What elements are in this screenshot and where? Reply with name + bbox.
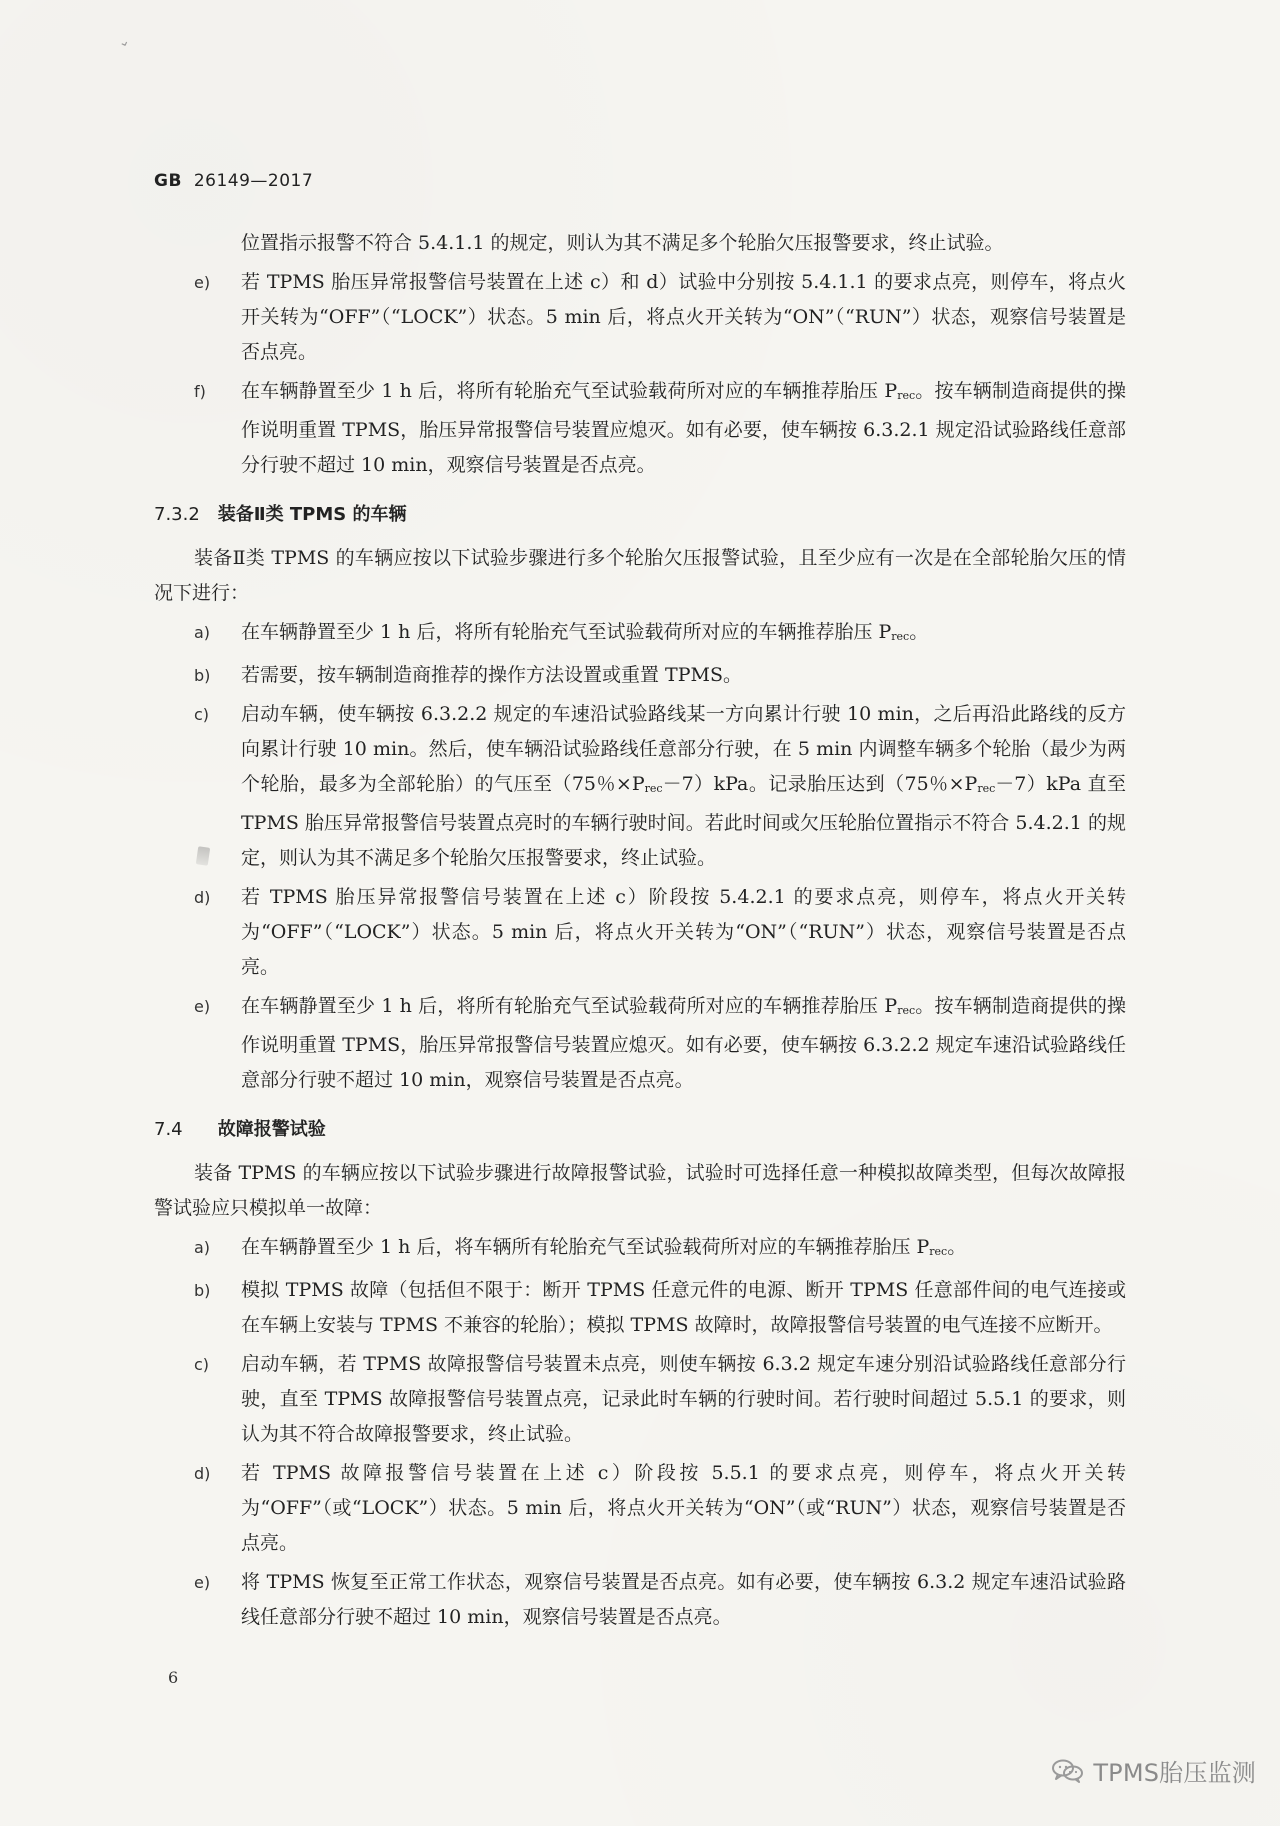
list-marker: e) xyxy=(194,997,211,1016)
list-text xyxy=(241,989,1126,1098)
section-intro-paragraph: 装备Ⅱ类 TPMS 的车辆应按以下试验步骤进行多个轮胎欠压报警试验，且至少应有一次是在全部轮胎欠压的情况下进行： xyxy=(154,547,1126,604)
standard-number: 26149—2017 xyxy=(193,171,314,191)
list-marker: b) xyxy=(194,1281,211,1300)
list-text-part: －7）kPa 直至 TPMS 胎压异常报警信号装置点亮时的车辆行驶时间。若此时间或欠压轮胎位置指示不符合 5.4.2.1 的规定，则认为其不满足多个轮胎欠压报警要求，终止试验。 xyxy=(241,773,1126,869)
list-item xyxy=(154,374,1126,483)
list-text xyxy=(241,615,1126,654)
list-text-part: 。 xyxy=(947,1236,967,1258)
subscript-text: rec xyxy=(977,782,996,795)
page-number: 6 xyxy=(168,1668,179,1687)
subscript-text: rec xyxy=(929,1245,948,1258)
wechat-icon xyxy=(1051,1758,1085,1784)
list-text: 启动车辆，若 TPMS 故障报警信号装置未点亮，则使车辆按 6.3.2 规定车速分别沿试验路线任意部分行驶，直至 TPMS 故障报警信号装置点亮，记录此时车辆的行驶时间。若行驶时间超过 5.5.1 的要求，则认为其不符合故障报警要求，终止试验。 xyxy=(241,1353,1126,1445)
list-text xyxy=(241,374,1126,483)
subscript-text: rec xyxy=(897,389,916,402)
list-marker: e) xyxy=(194,273,211,292)
top-corner-mark: ⌄ xyxy=(115,32,133,52)
list-text-part: 启动车辆，使车辆按 6.3.2.2 规定的车速沿试验路线某一方向累计行驶 10 min，之后再沿此路线的反方向累计行驶 10 min。然后，使车辆沿试验路线任意部分行驶，在 5 min 内调整车辆多个轮胎（最少为两个轮胎，最多为全部轮胎）的气压至（75％×P xyxy=(241,703,1126,795)
list-text-part: 在车辆静置至少 1 h 后，将所有轮胎充气至试验载荷所对应的车辆推荐胎压 P xyxy=(241,995,898,1017)
watermark-brand xyxy=(1051,1753,1256,1788)
watermark-text: TPMS胎压监测 xyxy=(1093,1759,1256,1787)
main-content xyxy=(154,226,1126,1639)
list-marker: b) xyxy=(194,666,211,685)
list-text: 若 TPMS 胎压异常报警信号装置在上述 c）和 d）试验中分别按 5.4.1.1 的要求点亮，则停车，将点火开关转为“OFF”（“LOCK”）状态。5 min 后，将点火开关转为“ON”（“RUN”）状态，观察信号装置是否点亮。 xyxy=(241,271,1126,363)
list-text-part: 。按车辆制造商提供的操作说明重置 TPMS，胎压异常报警信号装置应熄灭。如有必要，使车辆按 6.3.2.2 规定车速沿试验路线任意部分行驶不超过 10 min，观察信号装置是否点亮。 xyxy=(241,995,1126,1091)
list-text-part: 在车辆静置至少 1 h 后，将所有轮胎充气至试验载荷所对应的车辆推荐胎压 P xyxy=(241,621,892,643)
list-text-part: 在车辆静置至少 1 h 后，将所有轮胎充气至试验载荷所对应的车辆推荐胎压 P xyxy=(241,380,898,402)
list-text-part: 在车辆静置至少 1 h 后，将车辆所有轮胎充气至试验载荷所对应的车辆推荐胎压 P xyxy=(241,1236,930,1258)
list-text: 若 TPMS 故障报警信号装置在上述 c）阶段按 5.5.1 的要求点亮，则停车，将点火开关转为“OFF”（或“LOCK”）状态。5 min 后，将点火开关转为“ON”（或“RUN”）状态，观察信号装置是否点亮。 xyxy=(241,1462,1126,1554)
list-marker: f) xyxy=(194,382,206,401)
list-item xyxy=(154,1565,1126,1635)
standard-code-header xyxy=(154,171,313,191)
scan-smudge xyxy=(196,846,210,865)
list-item xyxy=(154,1347,1126,1452)
list-item xyxy=(154,697,1126,876)
list-text-part: －7）kPa。记录胎压达到（75％×P xyxy=(662,773,978,795)
section-number: 7.4 xyxy=(154,1119,183,1140)
list-marker: a) xyxy=(194,623,211,642)
list-item xyxy=(154,989,1126,1098)
section-heading-7-4 xyxy=(154,1112,1126,1148)
list-marker: e) xyxy=(194,1573,211,1592)
standard-prefix: GB xyxy=(154,171,182,191)
list-marker: a) xyxy=(194,1238,211,1257)
list-item xyxy=(154,1230,1126,1269)
list-item xyxy=(154,615,1126,654)
list-marker: d) xyxy=(194,888,211,907)
list-marker: c) xyxy=(194,705,210,724)
list-text: 若 TPMS 胎压异常报警信号装置在上述 c）阶段按 5.4.2.1 的要求点亮，则停车，将点火开关转为“OFF”（“LOCK”）状态。5 min 后，将点火开关转为“ON”（“RUN”）状态，观察信号装置是否点亮。 xyxy=(241,886,1126,978)
list-item xyxy=(154,265,1126,370)
list-text: 若需要，按车辆制造商推荐的操作方法设置或重置 TPMS。 xyxy=(241,664,742,686)
list-text-part: 。按车辆制造商提供的操作说明重置 TPMS，胎压异常报警信号装置应熄灭。如有必要，使车辆按 6.3.2.1 规定沿试验路线任意部分行驶不超过 10 min，观察信号装置是否点亮。 xyxy=(241,380,1126,476)
list-marker: d) xyxy=(194,1464,211,1483)
list-text-part: 。 xyxy=(909,621,929,643)
section-intro-paragraph: 装备 TPMS 的车辆应按以下试验步骤进行故障报警试验，试验时可选择任意一种模拟故障类型，但每次故障报警试验应只模拟单一故障： xyxy=(154,1162,1126,1219)
list-item xyxy=(154,880,1126,985)
list-text xyxy=(241,697,1126,876)
subscript-text: rec xyxy=(897,1004,916,1017)
section-title: 故障报警试验 xyxy=(217,1119,326,1140)
list-text xyxy=(241,1230,1126,1269)
continued-paragraph: 位置指示报警不符合 5.4.1.1 的规定，则认为其不满足多个轮胎欠压报警要求，终止试验。 xyxy=(241,232,1004,254)
list-marker: c) xyxy=(194,1355,210,1374)
list-item xyxy=(154,1273,1126,1343)
list-item xyxy=(154,1456,1126,1561)
section-heading-7-3-2 xyxy=(154,497,1126,533)
list-text: 模拟 TPMS 故障（包括但不限于：断开 TPMS 任意元件的电源、断开 TPMS 任意部件间的电气连接或在车辆上安装与 TPMS 不兼容的轮胎）；模拟 TPMS 故障时，故障报警信号装置的电气连接不应断开。 xyxy=(241,1279,1126,1336)
section-number: 7.3.2 xyxy=(154,504,200,525)
section-title: 装备Ⅱ类 TPMS 的车辆 xyxy=(217,504,407,525)
list-text: 将 TPMS 恢复至正常工作状态，观察信号装置是否点亮。如有必要，使车辆按 6.3.2 规定车速沿试验路线任意部分行驶不超过 10 min，观察信号装置是否点亮。 xyxy=(241,1571,1126,1628)
subscript-text: rec xyxy=(644,782,663,795)
list-item xyxy=(154,658,1126,693)
subscript-text: rec xyxy=(891,630,910,643)
